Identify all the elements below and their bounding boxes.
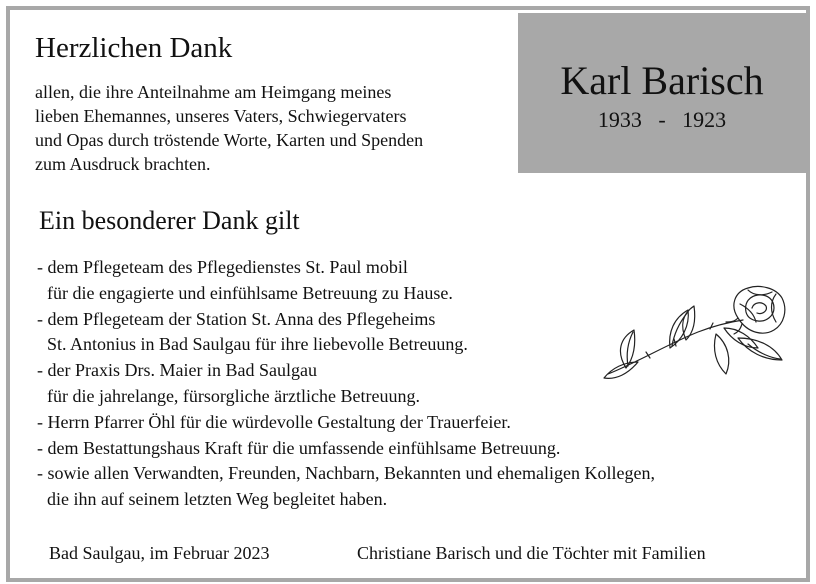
list-item: für die engagierte und einfühlsame Betreuung zu Hause. [47,282,453,303]
place-date: Bad Saulgau, im Februar 2023 [49,543,270,563]
intro-line: lieben Ehemannes, unseres Vaters, Schwiegervaters [35,106,407,126]
list-item: St. Antonius in Bad Saulgau für ihre liebevolle Betreuung. [47,334,468,355]
list-item: - dem Pflegeteam der Station St. Anna des Pflegeheims [37,308,436,329]
special-thanks-heading: Ein besonderer Dank gilt [39,206,300,235]
list-item: - Herrn Pfarrer Öhl für die würdevolle Gestaltung der Trauerfeier. [37,411,511,432]
list-item: - dem Pflegeteam des Pflegedienstes St. Paul mobil [37,257,408,277]
deceased-name: Karl Barisch [560,58,764,103]
intro-text [35,80,505,176]
thanks-heading: Herzlichen Dank [35,32,233,64]
list-item: die ihn auf seinem letzten Weg begleitet haben. [47,489,388,510]
deceased-years: 1933 - 1923 [597,107,727,132]
signature: Christiane Barisch und die Töchter mit Familien [357,543,706,563]
name-box [518,13,806,173]
intro-line: und Opas durch tröstende Worte, Karten und Spenden [35,130,424,150]
list-item: - dem Bestattungshaus Kraft für die umfassende einfühlsame Betreuung. [37,437,561,458]
intro-line: allen, die ihre Anteilnahme am Heimgang meines [35,82,392,102]
rose-icon [598,282,798,392]
intro-line: zum Ausdruck brachten. [35,154,211,174]
notice-frame [6,6,810,582]
list-item: für die jahrelange, fürsorgliche ärztliche Betreuung. [47,385,421,406]
list-item: - sowie allen Verwandten, Freunden, Nachbarn, Bekannten und ehemaligen Kollegen, [37,463,655,484]
list-item: - der Praxis Drs. Maier in Bad Saulgau [37,360,317,381]
